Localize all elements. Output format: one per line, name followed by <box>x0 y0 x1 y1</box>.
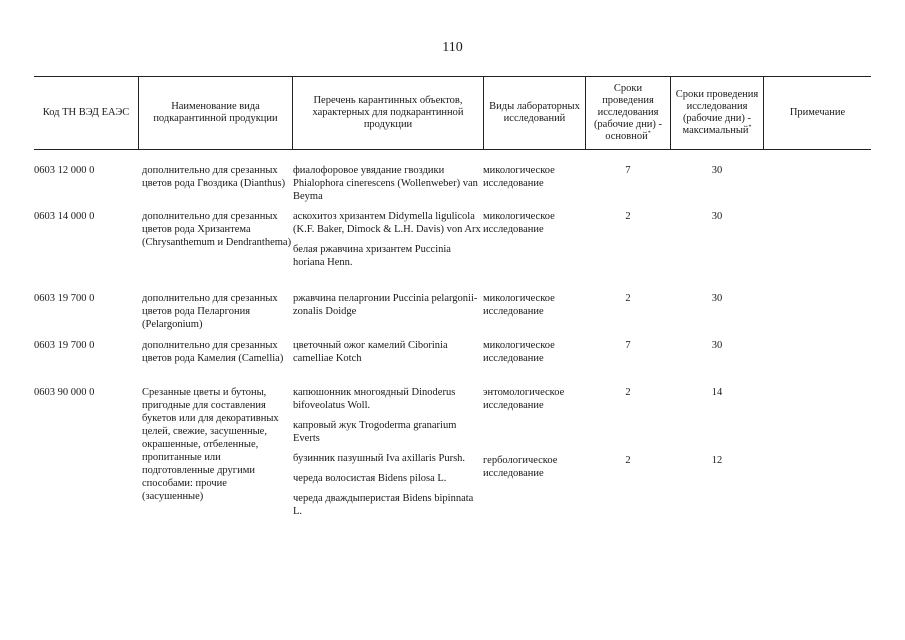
row-term-max: 14 <box>711 387 723 398</box>
row-term-max: 30 <box>711 293 723 304</box>
quarantine-object: череда дваждыперистая Bidens bipinnata L. <box>293 493 474 517</box>
quarantine-object: фиалофоровое увядание гвоздики Phialophora cinerescens (Wollenweber) van Beyma <box>293 165 478 202</box>
header-research <box>483 77 585 149</box>
row-term-basic: 2 <box>625 211 631 222</box>
header-objects <box>292 77 483 149</box>
quarantine-object: капровый жук Trogoderma granarium Everts <box>293 420 457 444</box>
header-term-max-label: Сроки проведения исследования (рабочие дни) - максимальный <box>675 89 759 136</box>
row-term-basic: 2 <box>625 293 631 304</box>
header-term-basic-label: Сроки проведения исследования (рабочие дни) - основной <box>593 83 663 142</box>
row-product: дополнительно для срезанных цветов рода Хризантема (Chrysanthemum и Dendranthema) <box>142 211 292 248</box>
row-product: Срезанные цветы и бутоны, пригодные для составления букетов или для декоративных целей, свежие, засушенные, окрашенные, отбеленные, пропитанные или подготовленные другими способами: прочие (засушенные) <box>142 387 279 502</box>
row-objects <box>293 164 483 203</box>
row-objects <box>293 292 483 318</box>
row-product: дополнительно для срезанных цветов рода Гвоздика (Dianthus) <box>142 165 286 189</box>
header-term-basic-text <box>588 83 668 143</box>
header-objects-text: Перечень карантинных объектов, характерных для подкарантинной продукции <box>312 95 464 130</box>
row-term-basic-secondary: 2 <box>625 455 631 466</box>
table-header <box>34 76 871 150</box>
header-term-max <box>670 77 763 149</box>
quarantine-table <box>34 76 871 517</box>
header-product-text: Наименование вида подкарантинной продукции <box>153 101 278 124</box>
row-research: энтомологическое исследование <box>483 387 565 411</box>
footnote-mark: * <box>748 124 752 131</box>
row-term-max: 30 <box>711 211 723 222</box>
header-product <box>138 77 292 149</box>
footnote-mark: * <box>647 130 651 137</box>
header-code-text: Код ТН ВЭД ЕАЭС <box>42 107 130 118</box>
header-note <box>763 77 871 149</box>
row-term-basic: 2 <box>625 387 631 398</box>
row-research: микологическое исследование <box>483 165 555 189</box>
row-objects <box>293 339 483 365</box>
row-objects <box>293 386 483 518</box>
row-research-secondary: гербологическое исследование <box>483 455 558 479</box>
row-code: 0603 12 000 0 <box>34 165 95 176</box>
header-term-basic <box>585 77 670 149</box>
row-research: микологическое исследование <box>483 293 555 317</box>
quarantine-object: аскохитоз хризантем Didymella ligulicola (K.F. Baker, Dimock & L.H. Davis) von Arx <box>293 211 481 235</box>
quarantine-object: капюшонник многоядный Dinoderus bifoveolatus Woll. <box>293 387 456 411</box>
row-research: микологическое исследование <box>483 340 555 364</box>
header-research-text: Виды лабораторных исследований <box>489 101 580 124</box>
row-research: микологическое исследование <box>483 211 555 235</box>
header-code <box>34 77 138 149</box>
row-code: 0603 19 700 0 <box>34 293 95 304</box>
row-term-max: 30 <box>711 340 723 351</box>
row-code: 0603 14 000 0 <box>34 211 95 222</box>
quarantine-object: ржавчина пеларгонии Puccinia pelargonii-zonalis Doidge <box>293 293 478 317</box>
row-term-max: 30 <box>711 165 723 176</box>
row-code: 0603 19 700 0 <box>34 340 95 351</box>
quarantine-object: белая ржавчина хризантем Puccinia horiana Henn. <box>293 244 451 268</box>
row-objects <box>293 210 483 269</box>
row-term-basic: 7 <box>625 340 631 351</box>
row-product: дополнительно для срезанных цветов рода Камелия (Camellia) <box>142 340 284 364</box>
page-number: 110 <box>442 40 463 55</box>
row-product: дополнительно для срезанных цветов рода Пеларгония (Pelargonium) <box>142 293 278 330</box>
quarantine-object: бузинник пазушный Iva axillaris Pursh. <box>293 453 466 464</box>
header-term-max-text <box>673 89 761 137</box>
row-code: 0603 90 000 0 <box>34 387 95 398</box>
quarantine-object: цветочный ожог камелий Ciborinia camelliae Kotch <box>293 340 448 364</box>
header-note-text: Примечание <box>789 107 846 118</box>
row-term-max-secondary: 12 <box>711 455 723 466</box>
row-term-basic: 7 <box>625 165 631 176</box>
quarantine-object: череда волосистая Bidens pilosa L. <box>293 473 447 484</box>
